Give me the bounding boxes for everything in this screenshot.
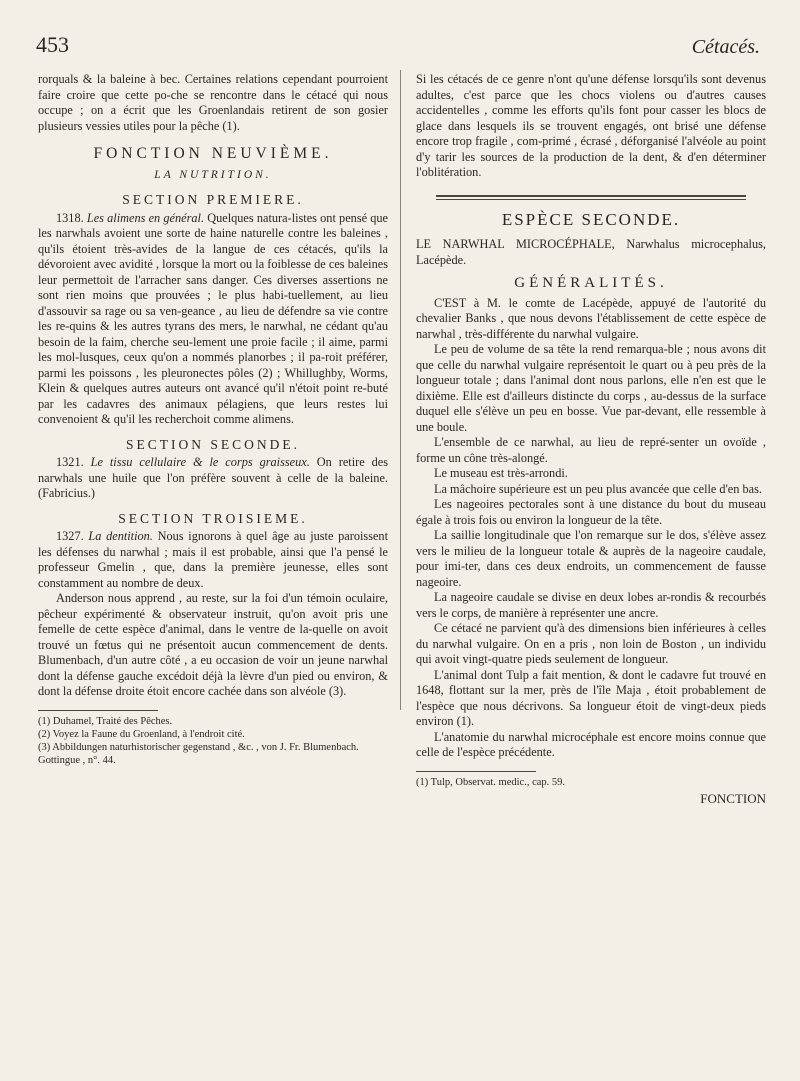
paragraph: Les nageoires pectorales sont à une distance du bout du museau égale à trois fois ou environ la longueur de la tête. bbox=[416, 497, 766, 527]
footnote-rule bbox=[416, 771, 536, 772]
generalites-heading: GÉNÉRALITÉS. bbox=[514, 275, 668, 291]
paragraph-title: Les alimens en général. bbox=[86, 210, 205, 225]
paragraph: La nageoire caudale se divise en deux lobes ar-rondis & recourbés vers le corps, de manière à représenter une ancre. bbox=[416, 590, 766, 620]
page-header bbox=[36, 32, 760, 66]
section-heading-1: SECTION PREMIERE. bbox=[122, 192, 304, 207]
paragraph: Ce cétacé ne parvient qu'à des dimensions bien inférieures à celles du narwhal vulgaire. On en a pris , non loin de Boston , un individu qui avoit vingt-quatre pieds seulement de longueur. bbox=[416, 621, 766, 666]
footnote: (1) Tulp, Observat. medic., cap. 59. bbox=[416, 776, 566, 788]
paragraph: La mâchoire supérieure est un peu plus avancée que celle d'en bas. bbox=[434, 481, 762, 496]
paragraph-title: Le tissu cellulaire & le corps graisseux. bbox=[90, 455, 310, 469]
right-column bbox=[416, 72, 766, 806]
paragraph-number: 1327. bbox=[56, 529, 84, 543]
paragraph-text: Quelques natura-listes ont pensé que les narwhals avoient une sorte de haine naturelle contre les baleines , qu'ils étoient très-avides de la langue de ces cétacés, qu'ils la dévoroient avec avidité , lorsque la mort ou la foiblesse de ces baleines leur permettoit de l'arracher sans danger. Ces diverses assertions ne sont rien moins que prouvées ; le plus habi-tuellement, au lieu d'assouvir sa rage ou sa ven-geance , au lieu de défendre sa vie contre les re-quins & les autres tyrans des mers, le narwhal, ne cédant qu'au besoin de la faim, cherche seu-lement une proie facile ; il aime, parmi les mol-lusques, ceux qu'on a nommés planorbes ; il pa-roit préférer, parmi les poissons , les pleuronectes pôles (2) ; Whillughby, Worms, Klein & quelques autres auteurs ont avancé qu'il n'étoit point re-buté par les cadavres des animaux pélagiens, que leurs restes lui convenoient & qu'il les recherchoit comme alimens. bbox=[38, 210, 389, 426]
column-divider bbox=[400, 70, 401, 710]
catchword: FONCTION bbox=[700, 790, 766, 806]
paragraph: L'animal dont Tulp a fait mention, & dont le cadavre fut trouvé en 1648, flottant sur la mer, près de l'île Maja , étoit probablement de l'espèce que nous décrivons. Sa longueur étoit de vingt-deux pieds environ (1). bbox=[416, 667, 766, 728]
paragraph-number: 1321. bbox=[56, 455, 84, 469]
paragraph: Le peu de volume de sa tête la rend remarqua-ble ; nous avons dit que celle du narwhal vulgaire représentoit le quart ou à peu près de la longueur totale ; dans l'animal dont nous parlons, elle n'en est que le dixième. Elle est d'ailleurs distincte du corps , au-dessus de la surface duquel elle s'élève un peu en bosse. Vue par-devant, elle ressemble à une boule. bbox=[416, 342, 766, 434]
ornamental-divider bbox=[416, 195, 766, 200]
paragraph: L'ensemble de ce narwhal, au lieu de repré-senter un ovoïde , forme un cône très-alongé. bbox=[416, 435, 766, 465]
paragraph: La saillie longitudinale que l'on remarque sur le dos, s'élève assez vers le milieu de la longueur totale & auprès de la nageoire caudale, pour imi-ter, dans ces deux endroits, un commencement de fausse nageoire. bbox=[416, 528, 766, 589]
paragraph: C'EST à M. le comte de Lacépède, appuyé de l'autorité du chevalier Banks , que nous devons l'établissement de cette espèce de narwhal , très-différente du narwhal vulgaire. bbox=[416, 295, 766, 341]
species-name: LE NARWHAL MICROCÉPHALE, Narwhalus microcephalus, Lacépède. bbox=[416, 237, 766, 267]
footnote: (3) Abbildungen naturhistorischer gegenstand , &c. , von J. Fr. Blumenbach. Gottingue , n°. 44. bbox=[38, 741, 359, 766]
running-title: Cétacés. bbox=[691, 36, 760, 58]
paragraph-number: 1318. bbox=[56, 210, 84, 225]
section-heading-3: SECTION TROISIEME. bbox=[118, 510, 308, 526]
continuation-paragraph: rorquals & la baleine à bec. Certaines relations cependant pourroient faire croire que cette po-che se rencontre dans le cétacé qui nous occupe ; on a écrit que les Groenlandais retirent de son gosier plusieurs vessies utiles pour la pêche (1). bbox=[38, 72, 388, 133]
fonction-subheading: LA NUTRITION. bbox=[154, 168, 272, 181]
footnotes-right bbox=[416, 771, 766, 789]
section-heading-2: SECTION SECONDE. bbox=[125, 436, 300, 452]
footnotes-left bbox=[38, 710, 388, 767]
paragraph-1321 bbox=[38, 455, 388, 502]
continuation-paragraph: Si les cétacés de ce genre n'ont qu'une défense lorsqu'ils sont devenus adultes, c'est parce que les chocs violens ou d'autres causes accidentelles , comme les efforts qu'ils font pour casser les blocs de glace dans lesquels ils se trouvent engagés, ont brisé une défense encore trop fragile , com-primé , écrasé , déforganisé l'alvéole au point d'y tarir les sources de la production de la dent, & d'en déterminer l'oblitération. bbox=[416, 72, 766, 179]
footnote-rule bbox=[38, 710, 158, 711]
paragraph: L'anatomie du narwhal microcéphale est encore moins connue que celle de l'espèce précédente. bbox=[416, 729, 766, 759]
fonction-heading: FONCTION NEUVIÈME. bbox=[93, 145, 333, 162]
paragraph-1327 bbox=[38, 529, 388, 591]
paragraph-text: On retire des narwhals une huile que l'on préfère souvent à celle de la baleine. (Fabricius.) bbox=[38, 455, 389, 500]
paragraph-text: Nous ignorons à quel âge au juste paroissent les défenses du narwhal ; mais il est probable, ainsi que l'a pensé le professeur Gmelin , que, dans la première jeunesse, elles sont constamment au nombre de deux. bbox=[38, 529, 388, 590]
paragraph-anderson: Anderson nous apprend , au reste, sur la foi d'un témoin oculaire, pêcheur expérimenté & observateur instruit, qu'on avoit pris une femelle de cette espèce d'animal, dans le ventre de la-quelle on avoit trouvé un fœtus qui ne présentoit aucun commencement de dents. Blumenbach, d'un autre côté , a eu occasion de voir un jeune narwhal dont la défense gauche excédoit déjà la lèvre d'un pied ou environ, & dont la défense droite étoit encore cachée dans son alvéole (3). bbox=[38, 591, 388, 698]
left-column bbox=[38, 72, 388, 767]
species-heading: ESPÈCE SECONDE. bbox=[501, 209, 681, 229]
footnote: (1) Duhamel, Traité des Pêches. bbox=[38, 715, 173, 727]
paragraph: Le museau est très-arrondi. bbox=[434, 466, 568, 480]
page-number: 453 bbox=[36, 32, 69, 57]
paragraph-1318 bbox=[38, 211, 388, 428]
paragraph-title: La dentition. bbox=[88, 529, 153, 543]
footnote: (2) Voyez la Faune du Groenland, à l'endroit cité. bbox=[38, 728, 245, 740]
